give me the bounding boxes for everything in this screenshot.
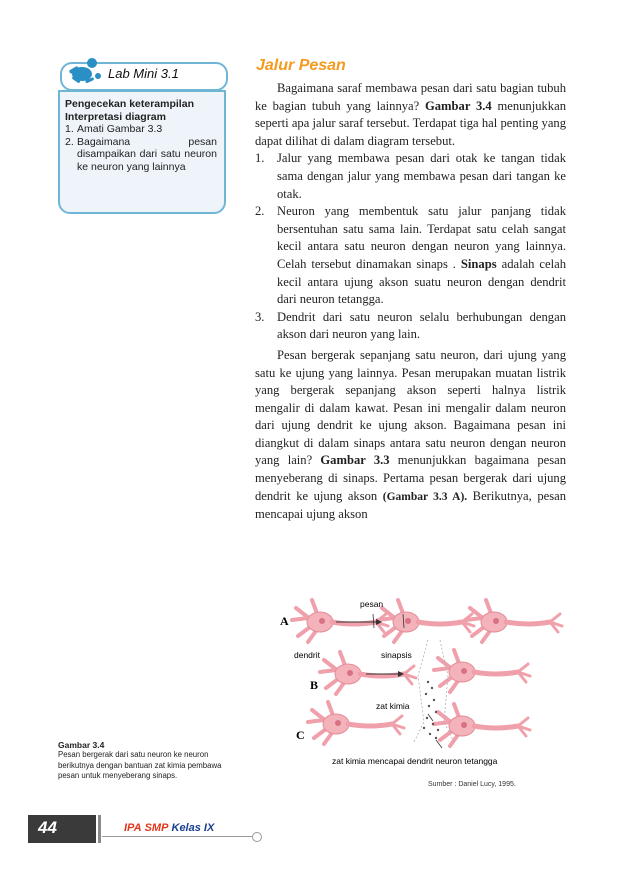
- section-heading: Jalur Pesan: [256, 57, 346, 74]
- figure-ref: Gambar 3.4: [424, 98, 492, 113]
- list-item: [255, 150, 566, 203]
- text-span: Jalur yang membawa pesan dari otak ke tangan tidak sama dengan jalur yang membawa pesan dari tangan ke otak.: [277, 151, 566, 201]
- list-number: 3.: [255, 309, 265, 324]
- label-zat-kimia: zat kimia: [376, 701, 410, 711]
- lab-step-number: 1.: [65, 123, 74, 136]
- zoom-line: [414, 640, 428, 742]
- text-span: Berikutnya, pesan mencapai ujung akson: [255, 488, 566, 522]
- caption-title: Gambar 3.4: [58, 740, 105, 750]
- chemical-dots: [423, 681, 439, 739]
- figure-ref: Gambar 3.3: [320, 453, 390, 468]
- list-item: [255, 203, 566, 309]
- points-list: [255, 150, 566, 344]
- footer-circle-icon: [252, 832, 262, 842]
- caption-text: Pesan bergerak dari satu neuron ke neuron berikutnya dengan bantuan zat kimia pembawa pesan untuk menyeberang sinaps.: [58, 750, 222, 781]
- text-span: Pesan bergerak sepanjang satu neuron, dari ujung yang satu ke ujung yang lainnya. Pesan merupakan muatan listrik yang bergerak sepanjang akson seperti halnya listrik mengalir di dalam kawat. Pesan ini mengalir dalam neuron dari ujung dendrit ke ujung akson. Bagaimana pesan ini diangkut di dalam sinaps antara satu neuron dengan neuron yang lain?: [255, 347, 566, 468]
- text-span: Bagaimana saraf membawa pesan dari satu bagian tubuh ke bagian tubuh yang lainnya?: [255, 81, 566, 113]
- list-text: [277, 203, 566, 309]
- label-sinapsis: sinapsis: [381, 650, 412, 660]
- lab-mini-title: Lab Mini 3.1: [108, 66, 179, 81]
- lab-step-text: Bagaimana pesan disampaikan dari satu neuron ke neuron yang lainnya: [77, 135, 217, 173]
- microscope-icon: [60, 54, 106, 92]
- page-number: 44: [38, 818, 57, 837]
- figure-ref: (Gambar 3.3 A).: [382, 490, 468, 503]
- lab-mini-text: [65, 98, 217, 174]
- neuron-row-b: [320, 650, 530, 694]
- lab-step: [65, 136, 217, 174]
- footer-line: [102, 836, 252, 837]
- book-kelas: Kelas IX: [171, 822, 215, 834]
- label-dendrit: dendrit: [294, 650, 320, 660]
- figure-caption: [58, 740, 238, 782]
- neuron-diagram: [278, 592, 568, 782]
- text-span: menunjukkan bagaimana pesan menyeberang di sinaps. Pertama pesan bergerak dari ujung dendrit ke ujung akson: [255, 453, 566, 503]
- label-pesan: pesan: [360, 599, 384, 609]
- book-smp: SMP: [144, 822, 169, 834]
- neuron-row-a: [292, 600, 562, 642]
- footer-divider: [98, 815, 101, 843]
- text-span: adalah celah kecil antara ujung akson suatu neuron dengan dendrit dari neuron tetangga.: [277, 256, 566, 307]
- book-ipa: IPA: [124, 822, 142, 834]
- figure-source: Sumber : Daniel Lucy, 1995.: [428, 781, 516, 788]
- lab-step-text: Amati Gambar 3.3: [77, 123, 163, 136]
- lab-step: [65, 123, 217, 136]
- figure-label-b: B: [310, 678, 319, 692]
- pointer-line: [428, 714, 433, 721]
- list-text: [277, 309, 566, 344]
- text-span: menunjukkan seperti apa jalur saraf tersebut. Terdapat tiga hal penting yang dapat dilihat di dalam diagram tersebut.: [255, 98, 566, 148]
- list-item: [255, 309, 566, 344]
- book-title: [124, 822, 214, 834]
- text-span: Neuron yang membentuk satu jalur panjang tidak bersentuhan satu sama lain. Terdapat satu celah sangat kecil antara satu neuron dengan neuron yang lainnya. Celah tersebut dinamakan sinaps .: [277, 204, 566, 271]
- list-text: [277, 150, 566, 203]
- neuron: [434, 704, 530, 746]
- neuron-row-c: [308, 702, 530, 746]
- neuron: [378, 600, 474, 642]
- intro-paragraph: [255, 80, 566, 150]
- list-number: 2.: [255, 204, 265, 219]
- figure-label-a: A: [280, 614, 289, 628]
- list-number: 1.: [255, 151, 265, 166]
- neuron: [466, 600, 562, 642]
- text-span: Dendrit dari satu neuron selalu berhubungan dengan akson dari neuron yang lain.: [277, 309, 566, 342]
- skill-line: Interpretasi diagram: [65, 110, 166, 123]
- label-zat-kimia-bottom: zat kimia mencapai dendrit neuron tetangga: [332, 756, 498, 766]
- skill-line: Pengecekan keterampilan: [65, 98, 194, 110]
- neuron: [434, 650, 530, 692]
- main-text: [255, 80, 566, 524]
- lab-step-number: 2.: [65, 135, 74, 148]
- body-paragraph: [255, 347, 566, 524]
- figure-label-c: C: [296, 728, 305, 742]
- term-bold: Sinaps: [460, 256, 497, 271]
